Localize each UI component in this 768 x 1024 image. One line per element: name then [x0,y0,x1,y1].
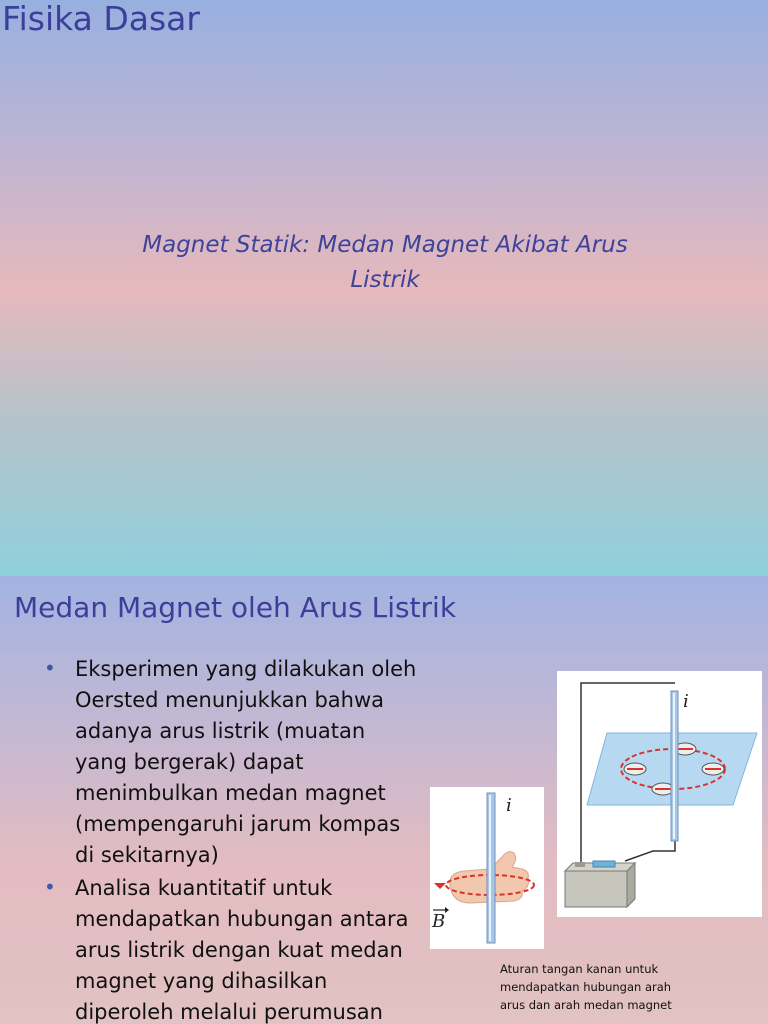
caption-line: arus dan arah medan magnet [500,998,672,1012]
slide-subtitle [110,228,660,298]
current-label: i [683,691,689,712]
bullet-list [44,654,424,1024]
battery-icon [565,861,635,907]
caption-line: Aturan tangan kanan untuk [500,962,659,976]
bullet-line: yang bergerak) dapat [75,750,304,774]
bullet-line: adanya arus listrik (muatan [75,719,366,743]
bullet-line: Oersted menunjukkan bahwa [75,688,384,712]
slide-title: Fisika Dasar [2,0,200,38]
bullet-item [44,873,424,1024]
bullet-line: mendapatkan hubungan antara [75,907,409,931]
bullet-line: Analisa kuantitatif untuk [75,876,333,900]
bullet-line: menimbulkan medan magnet [75,781,386,805]
field-label: B [432,911,446,932]
bullet-line: di sekitarnya) [75,843,219,867]
figure-caption [500,960,700,1014]
oersted-experiment-illustration [557,671,762,917]
right-hand-rule-illustration [430,787,544,949]
subtitle-line: Magnet Statik: Medan Magnet Akibat Arus [142,232,628,258]
caption-line: mendapatkan hubungan arah [500,980,672,994]
right-hand-rule-figure [430,787,544,949]
vector-arrow-icon [445,907,449,913]
bullet-icon: • [44,656,56,680]
bullet-line: arus listrik dengan kuat medan [75,938,403,962]
bullet-item [44,654,424,871]
bullet-line: diperoleh melalui perumusan [75,1000,383,1024]
bullet-line: magnet yang dihasilkan [75,969,328,993]
compass-icon [702,763,724,775]
oersted-experiment-figure [557,671,762,917]
slide-title: Medan Magnet oleh Arus Listrik [14,591,457,624]
bullet-line: Eksperimen yang dilakukan oleh [75,657,417,681]
subtitle-line: Listrik [350,267,420,293]
arrow-icon [434,883,446,889]
current-label: i [506,795,512,816]
compass-icon [624,763,646,775]
content-slide [0,576,768,1024]
bullet-icon: • [44,875,56,899]
bullet-line: (mempengaruhi jarum kompas [75,812,401,836]
